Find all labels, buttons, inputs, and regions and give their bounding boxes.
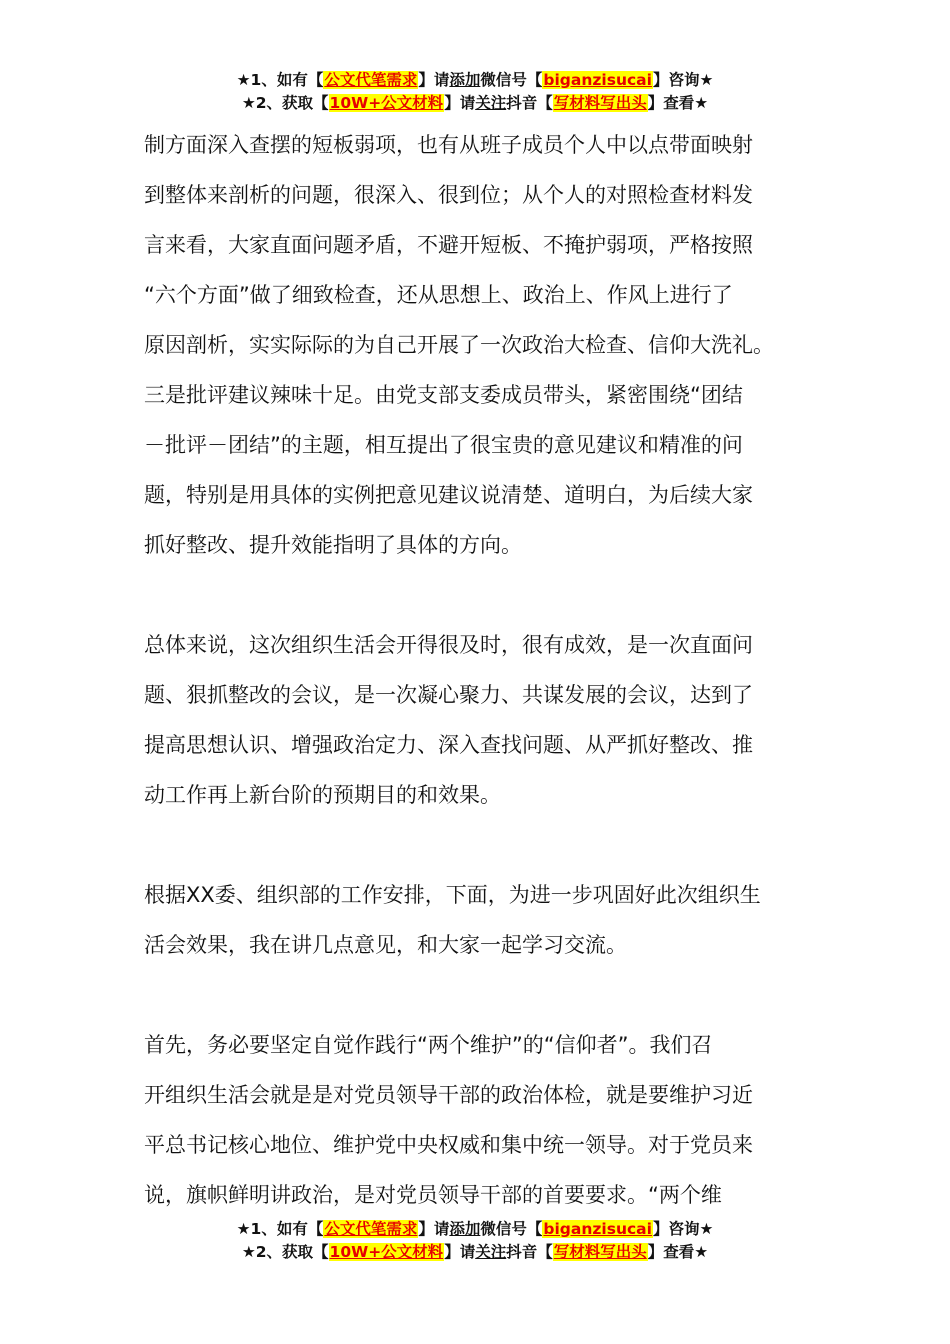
text-line: 平总书记核心地位、维护党中央权威和集中统一领导。对于党员来 — [144, 1133, 753, 1157]
highlight-materials: 10W+公文材料 — [329, 1243, 444, 1261]
banner-line-1 — [0, 69, 950, 92]
paragraph — [144, 620, 824, 820]
highlight-materials: 10W+公文材料 — [329, 94, 444, 112]
highlight-service: 公文代笔需求 — [324, 1220, 418, 1238]
text-line: 动工作再上新台阶的预期目的和效果。 — [144, 783, 501, 807]
banner-emphasis: 关注 — [475, 94, 507, 112]
paragraph — [144, 1020, 824, 1220]
highlight-wechat-id: biganzisucai — [543, 1220, 652, 1238]
text-line: 题、狠抓整改的会议，是一次凝心聚力、共谋发展的会议，达到了 — [144, 683, 753, 707]
text-line: “六个方面”做了细致检查，还从思想上、政治上、作风上进行了 — [144, 283, 733, 307]
banner-text: 】请 — [444, 1243, 476, 1261]
text-line: 三是批评建议辣味十足。由党支部支委成员带头，紧密围绕“团结 — [144, 383, 743, 407]
highlight-service: 公文代笔需求 — [324, 71, 418, 89]
banner-text: 】查看★ — [647, 94, 709, 112]
paragraph-gap — [144, 570, 824, 620]
banner-text: 】请 — [444, 94, 476, 112]
banner-text: 】请 — [418, 71, 450, 89]
document-body — [144, 120, 824, 1220]
text-line: 提高思想认识、增强政治定力、深入查找问题、从严抓好整改、推 — [144, 733, 753, 757]
text-line: 活会效果，我在讲几点意见，和大家一起学习交流。 — [144, 933, 627, 957]
banner-text: 抖音【 — [506, 94, 553, 112]
banner-emphasis: 添加 — [449, 71, 481, 89]
text-line: 抓好整改、提升效能指明了具体的方向。 — [144, 533, 522, 557]
text-line: 首先，务必要坚定自觉作践行“两个维护”的“信仰者”。我们召 — [144, 1033, 713, 1057]
paragraph-gap — [144, 970, 824, 1020]
banner-text: 微信号【 — [480, 71, 543, 89]
text-line: 总体来说，这次组织生活会开得很及时，很有成效，是一次直面问 — [144, 633, 753, 657]
banner-text: ★1、如有【 — [236, 1220, 324, 1238]
text-line: 言来看，大家直面问题矛盾，不避开短板、不掩护弱项，严格按照 — [144, 233, 753, 257]
paragraph-gap — [144, 820, 824, 870]
text-line: 题，特别是用具体的实例把意见建议说清楚、道明白，为后续大家 — [144, 483, 753, 507]
banner-emphasis: 关注 — [475, 1243, 507, 1261]
highlight-douyin: 写材料写出头 — [553, 1243, 647, 1261]
banner-text: 】咨询★ — [652, 71, 714, 89]
text-line: －批评－团结”的主题，相互提出了很宝贵的意见建议和精准的问 — [144, 433, 743, 457]
banner-text: 】请 — [418, 1220, 450, 1238]
highlight-douyin: 写材料写出头 — [553, 94, 647, 112]
text-line: 原因剖析，实实际际的为自己开展了一次政治大检查、信仰大洗礼。 — [144, 333, 774, 357]
text-line: 根据XX委、组织部的工作安排，下面，为进一步巩固好此次组织生 — [144, 883, 761, 907]
banner-line-1 — [0, 1218, 950, 1241]
banner-text: 抖音【 — [506, 1243, 553, 1261]
paragraph — [144, 870, 824, 970]
footer-banner — [0, 1218, 950, 1264]
text-line: 制方面深入查摆的短板弱项，也有从班子成员个人中以点带面映射 — [144, 133, 753, 157]
banner-text: 】咨询★ — [652, 1220, 714, 1238]
banner-text: ★1、如有【 — [236, 71, 324, 89]
header-banner — [0, 69, 950, 115]
banner-text: ★2、获取【 — [241, 94, 329, 112]
highlight-wechat-id: biganzisucai — [543, 71, 652, 89]
banner-text: 微信号【 — [480, 1220, 543, 1238]
banner-emphasis: 添加 — [449, 1220, 481, 1238]
text-line: 开组织生活会就是是对党员领导干部的政治体检，就是要维护习近 — [144, 1083, 753, 1107]
banner-line-2 — [0, 92, 950, 115]
banner-line-2 — [0, 1241, 950, 1264]
banner-text: ★2、获取【 — [241, 1243, 329, 1261]
text-line: 说，旗帜鲜明讲政治，是对党员领导干部的首要要求。“两个维 — [144, 1183, 722, 1207]
banner-text: 】查看★ — [647, 1243, 709, 1261]
text-line: 到整体来剖析的问题，很深入、很到位；从个人的对照检查材料发 — [144, 183, 753, 207]
paragraph — [144, 120, 824, 570]
